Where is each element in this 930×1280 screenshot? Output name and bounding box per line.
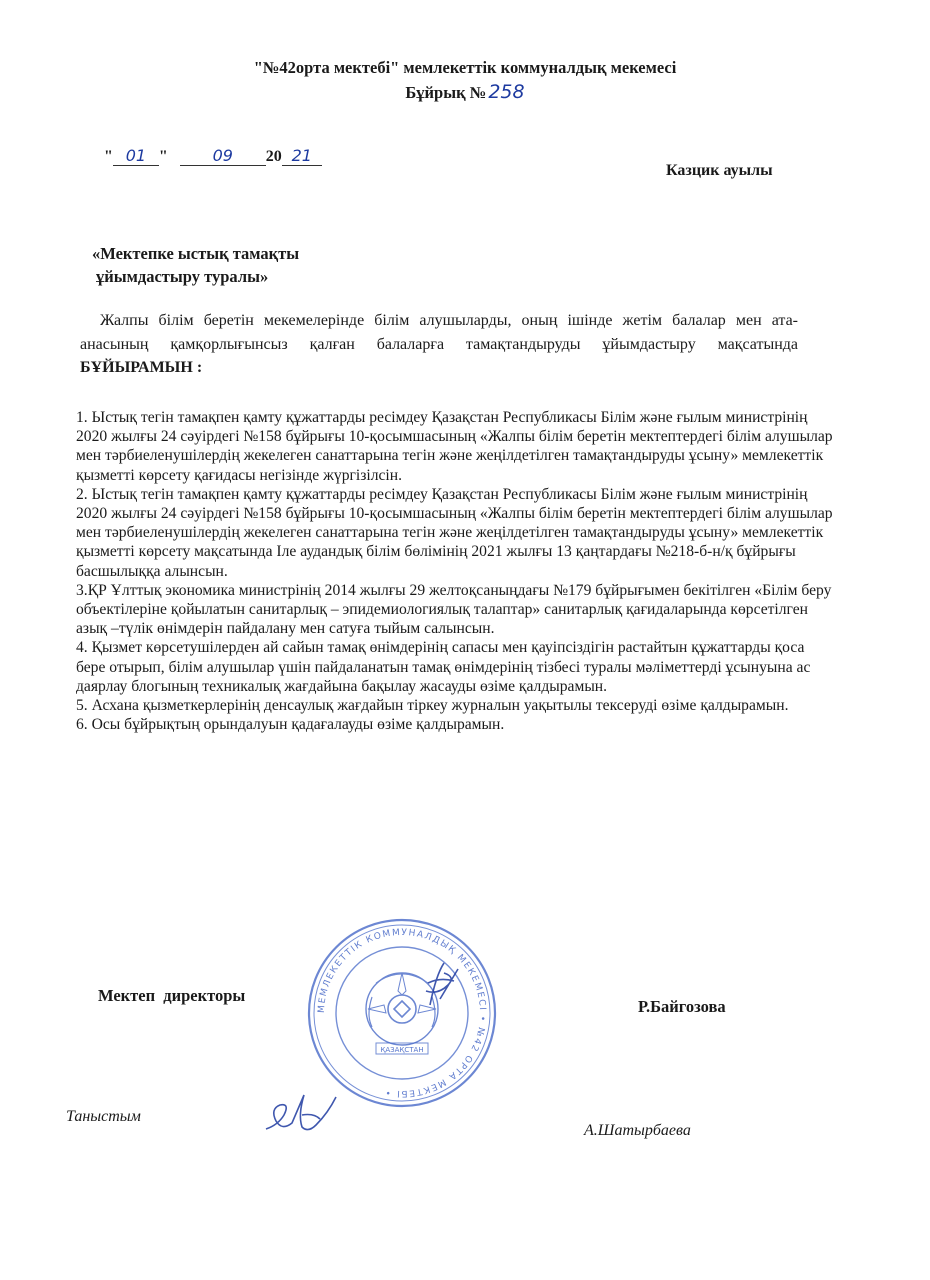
title-line-1: «Мектепке ыстық тамақты	[92, 244, 300, 263]
point-1: 1. Ыстық тегін тамақпен қамту құжаттарды ресімдеу Қазақстан Республикасы Білім және ғылым министрінің 2020 жылғы 24 сәуірдегі №158 бұйрығы 10-қосымшасының «Жалпы білім беретін мектептердегі білім алушылар мен тәрбиеленушілердің жекелеген санаттарына тегін және жеңілдетілген тамақтандыруды ұсыну» мемлекеттік қызметті көрсету қағидасы негізінде жүргізілсін.	[76, 409, 833, 484]
order-label: Бұйрық №	[405, 83, 487, 102]
order-number: 258	[488, 81, 525, 103]
point-2: 2. Ыстық тегін тамақпен қамту құжаттарды ресімдеу Қазақстан Республикасы Білім және ғылым министрінің 2020 жылғы 24 сәуірдегі №158 бұйрығы 10-қосымшасының «Жалпы білім беретін мектептердегі білім алушылар мен тәрбиеленушілердің жекелеген санаттарына тегін және жеңілдетілген тамақтандыруды ұсыну» мемлекеттік қызметті көрсету мақсатында Іле аудандық білім бөлімінің 2021 жылғы 13 қаңтардағы №218-б-н/қ бұйрығы басшылыққа алынсын.	[76, 485, 833, 580]
organization-name: "№42орта мектебі" мемлекеттік коммуналдық мекемесі	[253, 58, 677, 77]
date-month-field	[180, 147, 266, 166]
place-name: Казцик ауылы	[666, 162, 773, 179]
title-line-2: ұйымдастыру туралы»	[96, 267, 269, 286]
date-year-suffix: 21	[291, 146, 312, 165]
director-signature	[400, 955, 470, 1015]
date-day: 01	[125, 146, 147, 165]
acknowledged-label: Таныстым	[66, 1108, 141, 1125]
order-title	[92, 242, 299, 288]
stamp-ring-text: МЕМЛЕКЕТТІК КОММУНАЛДЫҚ МЕКЕМЕСІ • №42 ОРТА МЕКТЕБІ •	[316, 927, 488, 1099]
date-day-field	[113, 147, 159, 166]
intro-text: Жалпы білім беретін мекемелерінде білім алушыларды, оның ішінде жетім балалар мен ата-анасының қамқорлығынсыз қалған балаларға тамақтандыруды ұйымдастыру мақсатында	[80, 312, 798, 353]
date-close-quote: "	[158, 148, 168, 165]
point-3: 3.ҚР Ұлттық экономика министрінің 2014 жылғы 29 желтоқсаныңдағы №179 бұйрығымен бекітілген «Білім беру объектілеріне қойылатын санитарлық – эпидемиологиялық талаптар» санитарлық қағидаларында көрсетілген азық –түлік өнімдерін пайдалану мен сатуға тыйым салынсын.	[76, 581, 832, 638]
point-6: 6. Осы бұйрықтың орындалуын қадағалауды өзіме қалдырамын.	[76, 716, 505, 734]
acknowledged-name: А.Шатырбаева	[584, 1122, 691, 1139]
date-year-prefix: 20	[265, 148, 282, 165]
date-open-quote: "	[104, 148, 113, 165]
director-title: Мектеп директоры	[98, 986, 246, 1005]
order-points	[76, 408, 836, 734]
order-date	[104, 147, 322, 166]
stamp-inner-text: ҚАЗАҚСТАН	[380, 1046, 424, 1054]
order-heading	[0, 81, 930, 103]
intro-emphasis: БҰЙЫРАМЫН :	[80, 359, 203, 376]
date-year-field	[282, 147, 322, 166]
acknowledgement-signature	[258, 1085, 353, 1140]
intro-paragraph	[80, 309, 798, 380]
point-5: 5. Асхана қызметкерлерінің денсаулық жағдайын тіркеу журналын уақытылы тексеруді өзіме қалдырамын.	[76, 697, 789, 715]
director-name: Р.Байгозова	[638, 997, 726, 1016]
date-month: 09	[212, 146, 233, 165]
point-4: 4. Қызмет көрсетушілерден ай сайын тамақ өнімдерінің сапасы мен қауіпсіздігін растайтын құжаттарды қоса бере отырып, білім алушылар үшін пайдаланатын тамақ өнімдерінің тізбесі туралы мәліметтерді ұсынуына ас даярлау блогының техникалық жағдайына бақылау жасауды өзіме қалдырамын.	[76, 639, 811, 695]
